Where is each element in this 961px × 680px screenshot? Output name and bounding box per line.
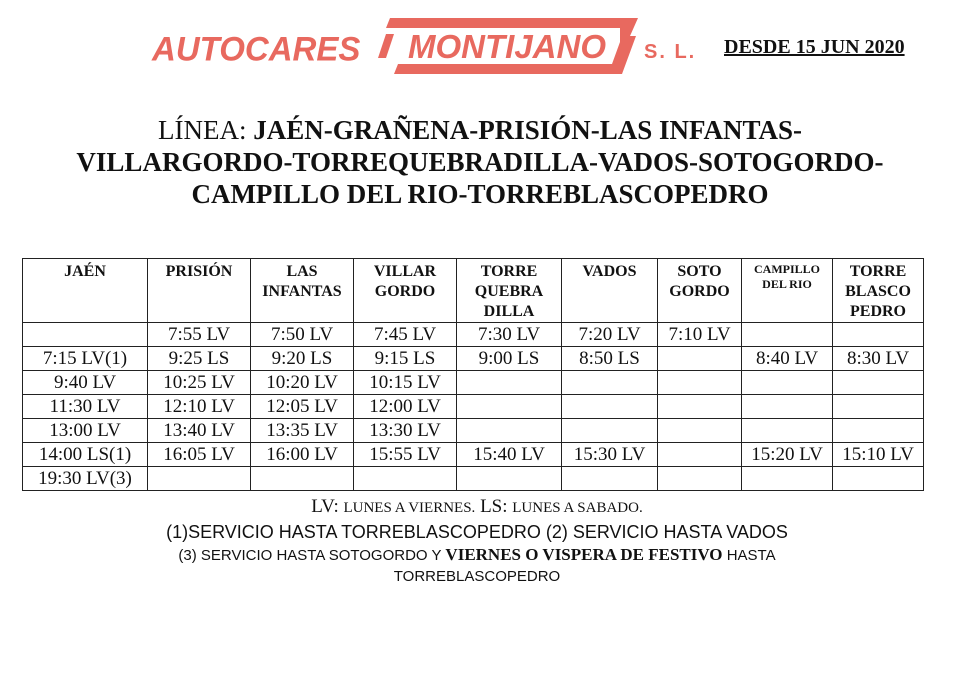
- time-cell: 8:30 LV: [833, 347, 924, 371]
- time-cell: 11:30 LV: [23, 395, 148, 419]
- note-service-1-2: (1)SERVICIO HASTA TORREBLASCOPEDRO (2) SERVICIO HASTA VADOS: [166, 522, 788, 542]
- column-header-line: DEL RIO: [762, 277, 812, 291]
- schedule-header-row: [23, 259, 924, 323]
- column-header: [742, 259, 833, 323]
- time-cell: 13:40 LV: [148, 419, 251, 443]
- time-cell: 9:00 LS: [457, 347, 562, 371]
- time-cell: 10:15 LV: [354, 371, 457, 395]
- column-header-line: BLASCO: [845, 283, 911, 300]
- table-row: [23, 443, 924, 467]
- column-header: [457, 259, 562, 323]
- table-row: [23, 419, 924, 443]
- column-header-line: VADOS: [582, 263, 637, 280]
- route-line-1: JAÉN-GRAÑENA-PRISIÓN-LAS INFANTAS-: [253, 115, 802, 145]
- time-cell: [457, 467, 562, 491]
- column-header-line: GORDO: [374, 283, 436, 300]
- time-cell: 10:20 LV: [251, 371, 354, 395]
- time-cell: 7:15 LV(1): [23, 347, 148, 371]
- time-cell: 7:30 LV: [457, 323, 562, 347]
- time-cell: [833, 371, 924, 395]
- time-cell: [658, 443, 742, 467]
- time-cell: 10:25 LV: [148, 371, 251, 395]
- route-line-2: VILLARGORDO-TORREQUEBRADILLA-VADOS-SOTOGORDO-: [76, 147, 884, 177]
- column-header-line: GORDO: [669, 283, 730, 300]
- column-header: [562, 259, 658, 323]
- column-header-line: PEDRO: [850, 303, 906, 320]
- time-cell: 12:10 LV: [148, 395, 251, 419]
- column-header-line: CAMPILLO: [754, 262, 820, 276]
- time-cell: [457, 419, 562, 443]
- table-row: [23, 371, 924, 395]
- column-header-line: TORRE: [849, 263, 907, 280]
- time-cell: 16:05 LV: [148, 443, 251, 467]
- time-cell: [251, 467, 354, 491]
- time-cell: [742, 467, 833, 491]
- schedule-body: [23, 323, 924, 491]
- time-cell: 15:20 LV: [742, 443, 833, 467]
- time-cell: 9:25 LS: [148, 347, 251, 371]
- time-cell: [658, 467, 742, 491]
- time-cell: [833, 467, 924, 491]
- time-cell: [562, 395, 658, 419]
- time-cell: 13:30 LV: [354, 419, 457, 443]
- column-header: [251, 259, 354, 323]
- note-legend: [22, 495, 932, 520]
- column-header-line: JAÉN: [64, 263, 106, 280]
- time-cell: 16:00 LV: [251, 443, 354, 467]
- time-cell: 15:55 LV: [354, 443, 457, 467]
- column-header-line: DILLA: [483, 303, 535, 320]
- time-cell: [833, 323, 924, 347]
- column-header: [354, 259, 457, 323]
- logo-frame: [374, 14, 638, 78]
- column-header-line: QUEBRA: [474, 283, 544, 300]
- time-cell: [457, 395, 562, 419]
- column-header-line: SOTO: [677, 263, 722, 280]
- route-title-line-1: [40, 114, 920, 146]
- time-cell: [457, 371, 562, 395]
- time-cell: 13:00 LV: [23, 419, 148, 443]
- company-logo: [152, 8, 712, 86]
- column-header-line: INFANTAS: [262, 283, 342, 300]
- time-cell: 7:50 LV: [251, 323, 354, 347]
- time-cell: 19:30 LV(3): [23, 467, 148, 491]
- time-cell: [562, 467, 658, 491]
- time-cell: 9:20 LS: [251, 347, 354, 371]
- note-service-3-d: TORREBLASCOPEDRO: [393, 568, 561, 585]
- time-cell: 12:05 LV: [251, 395, 354, 419]
- column-header: [833, 259, 924, 323]
- route-title: [40, 114, 920, 210]
- route-label: LÍNEA:: [157, 115, 247, 145]
- note-ls-text: LUNES A SABADO.: [512, 500, 643, 516]
- note-service-3-c: HASTA: [726, 547, 776, 564]
- time-cell: 15:40 LV: [457, 443, 562, 467]
- note-ls-code: LS:: [480, 496, 508, 517]
- time-cell: 7:20 LV: [562, 323, 658, 347]
- schedule-notes: [22, 495, 932, 587]
- time-cell: 8:40 LV: [742, 347, 833, 371]
- time-cell: [658, 347, 742, 371]
- logo-text-autocares: AUTOCARES: [152, 29, 361, 68]
- note-lv-code: LV:: [311, 496, 339, 517]
- time-cell: 8:50 LS: [562, 347, 658, 371]
- time-cell: 7:10 LV: [658, 323, 742, 347]
- route-line-3: CAMPILLO DEL RIO-TORREBLASCOPEDRO: [191, 179, 769, 209]
- column-header-line: VILLAR: [373, 263, 437, 280]
- column-header-line: TORRE: [480, 263, 538, 280]
- time-cell: [833, 419, 924, 443]
- time-cell: [658, 419, 742, 443]
- note-service-3-b: VIERNES O VISPERA DE FESTIVO: [445, 545, 723, 564]
- effective-date: DESDE 15 JUN 2020: [724, 36, 905, 58]
- note-service-3-a: (3) SERVICIO HASTA SOTOGORDO Y: [178, 547, 442, 564]
- time-cell: [833, 395, 924, 419]
- column-header: [658, 259, 742, 323]
- time-cell: [562, 419, 658, 443]
- schedule-table: [22, 258, 924, 491]
- time-cell: [562, 371, 658, 395]
- column-header: [23, 259, 148, 323]
- time-cell: [742, 323, 833, 347]
- time-cell: 7:45 LV: [354, 323, 457, 347]
- time-cell: 15:10 LV: [833, 443, 924, 467]
- time-cell: [23, 323, 148, 347]
- table-row: [23, 347, 924, 371]
- table-row: [23, 323, 924, 347]
- note-lv-text: LUNES A VIERNES.: [343, 500, 476, 516]
- column-header: [148, 259, 251, 323]
- time-cell: [742, 419, 833, 443]
- note-service-3: [22, 544, 932, 587]
- time-cell: [658, 395, 742, 419]
- logo-text-montijano: MONTIJANO: [408, 28, 606, 65]
- table-row: [23, 395, 924, 419]
- time-cell: [354, 467, 457, 491]
- time-cell: [658, 371, 742, 395]
- time-cell: 12:00 LV: [354, 395, 457, 419]
- table-row: [23, 467, 924, 491]
- time-cell: 14:00 LS(1): [23, 443, 148, 467]
- time-cell: 9:15 LS: [354, 347, 457, 371]
- time-cell: 13:35 LV: [251, 419, 354, 443]
- column-header-line: LAS: [286, 263, 318, 280]
- time-cell: [742, 371, 833, 395]
- time-cell: [148, 467, 251, 491]
- time-cell: [742, 395, 833, 419]
- time-cell: 15:30 LV: [562, 443, 658, 467]
- time-cell: 7:55 LV: [148, 323, 251, 347]
- time-cell: 9:40 LV: [23, 371, 148, 395]
- column-header-line: PRISIÓN: [165, 263, 233, 280]
- logo-text-sl: S. L.: [644, 41, 697, 63]
